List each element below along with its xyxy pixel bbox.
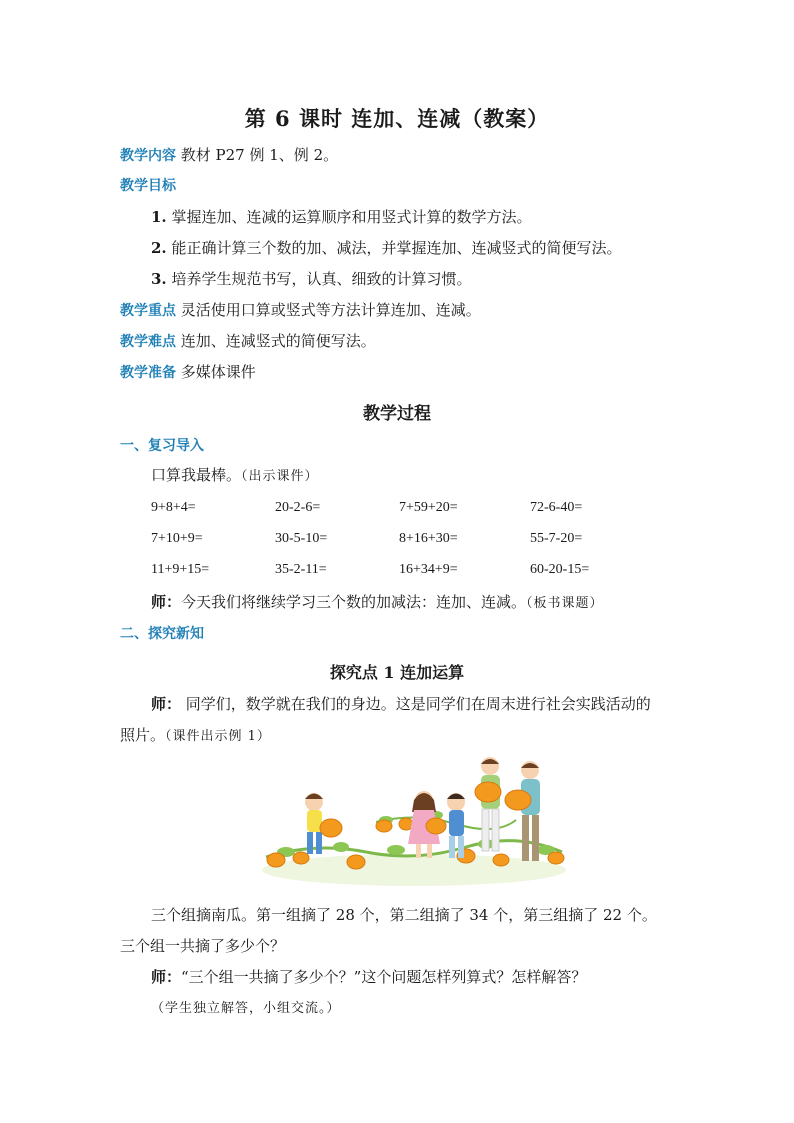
- section1-intro: [151, 465, 319, 487]
- goals-label: 教学目标: [120, 178, 176, 194]
- problem-line2: 三个组一共摘了多少个？: [120, 937, 286, 955]
- teacher-label: 师：: [151, 968, 182, 986]
- key-text: 灵活使用口算或竖式等方法计算连加、连减。: [180, 301, 481, 319]
- page-title: 第 6 课时 连加、连减（教案）: [244, 106, 550, 131]
- calc-cell: 16+34+9=: [399, 562, 458, 577]
- teacher-label: 师：: [151, 593, 182, 611]
- content-line: [120, 145, 338, 166]
- para1-text2: 照片。: [120, 726, 166, 744]
- para1-text: 同学们，数学就在我们的身边。这是同学们在周末进行社会实践活动的: [185, 695, 651, 713]
- calc-cell: 35-2-11=: [275, 562, 327, 577]
- goal-num: 2.: [151, 239, 167, 257]
- calc-cell: 7+59+20=: [399, 500, 458, 515]
- key-line: [120, 300, 481, 321]
- calc-cell: 30-5-10=: [275, 531, 328, 546]
- teacher-label: 师：: [151, 695, 182, 713]
- calc-cell: 11+9+15=: [151, 562, 210, 577]
- teacher-text: 今天我们将继续学习三个数的加减法：连加、连减。: [181, 593, 527, 611]
- content-label: 教学内容: [120, 148, 176, 164]
- intro-main: 口算我最棒。: [151, 466, 242, 484]
- intro-note: （出示课件）: [241, 469, 319, 484]
- question-text: “三个组一共摘了多少个？”这个问题怎样列算式？怎样解答？: [181, 968, 587, 986]
- calc-cell: 72-6-40=: [530, 500, 583, 515]
- para1-line2: [120, 725, 271, 747]
- teacher-note: （板书课题）: [526, 596, 604, 611]
- calc-cell: 9+8+4=: [151, 500, 196, 515]
- goal-item-3: [151, 269, 471, 289]
- problem-line1: 三个组摘南瓜。第一组摘了 28 个，第二组摘了 34 个，第三组摘了 22 个。: [151, 906, 657, 924]
- content-text: 教材 P27 例 1、例 2。: [180, 146, 339, 164]
- section2-heading-text: 二、探究新知: [120, 626, 204, 642]
- section1-teacher: [151, 592, 604, 614]
- student-note: （学生独立解答，小组交流。）: [151, 1001, 341, 1016]
- prep-text: 多媒体课件: [180, 363, 256, 381]
- difficulty-label: 教学难点: [120, 334, 176, 350]
- calc-cell: 7+10+9=: [151, 531, 203, 546]
- key-label: 教学重点: [120, 303, 176, 319]
- goal-item-1: [151, 207, 531, 227]
- difficulty-text: 连加、连减竖式的简便写法。: [180, 332, 376, 350]
- sub-heading: 探究点 1 连加运算: [329, 663, 465, 682]
- calc-cell: 8+16+30=: [399, 531, 458, 546]
- goal-num: 3.: [151, 270, 167, 288]
- question-line: [151, 967, 586, 987]
- goal-item-2: [151, 238, 621, 258]
- calc-cell: 55-7-20=: [530, 531, 583, 546]
- goal-text: 能正确计算三个数的加、减法，并掌握连加、连减竖式的简便写法。: [171, 239, 622, 257]
- goal-text: 培养学生规范书写，认真、细致的计算习惯。: [171, 270, 472, 288]
- prep-label: 教学准备: [120, 365, 176, 381]
- process-title: 教学过程: [363, 404, 431, 424]
- goal-num: 1.: [151, 208, 167, 226]
- section2-heading: [120, 623, 204, 644]
- goals-heading: [120, 175, 176, 196]
- section1-heading-text: 一、复习导入: [120, 438, 204, 454]
- pumpkin-picking-illustration: [256, 752, 572, 888]
- goal-text: 掌握连加、连减的运算顺序和用竖式计算的数学方法。: [171, 208, 532, 226]
- para1-line1: [151, 694, 651, 714]
- difficulty-line: [120, 331, 376, 352]
- calc-cell: 60-20-15=: [530, 562, 590, 577]
- calc-cell: 20-2-6=: [275, 500, 321, 515]
- section1-heading: [120, 435, 204, 456]
- para1-note: （课件出示例 1）: [165, 729, 271, 744]
- prep-line: [120, 362, 256, 383]
